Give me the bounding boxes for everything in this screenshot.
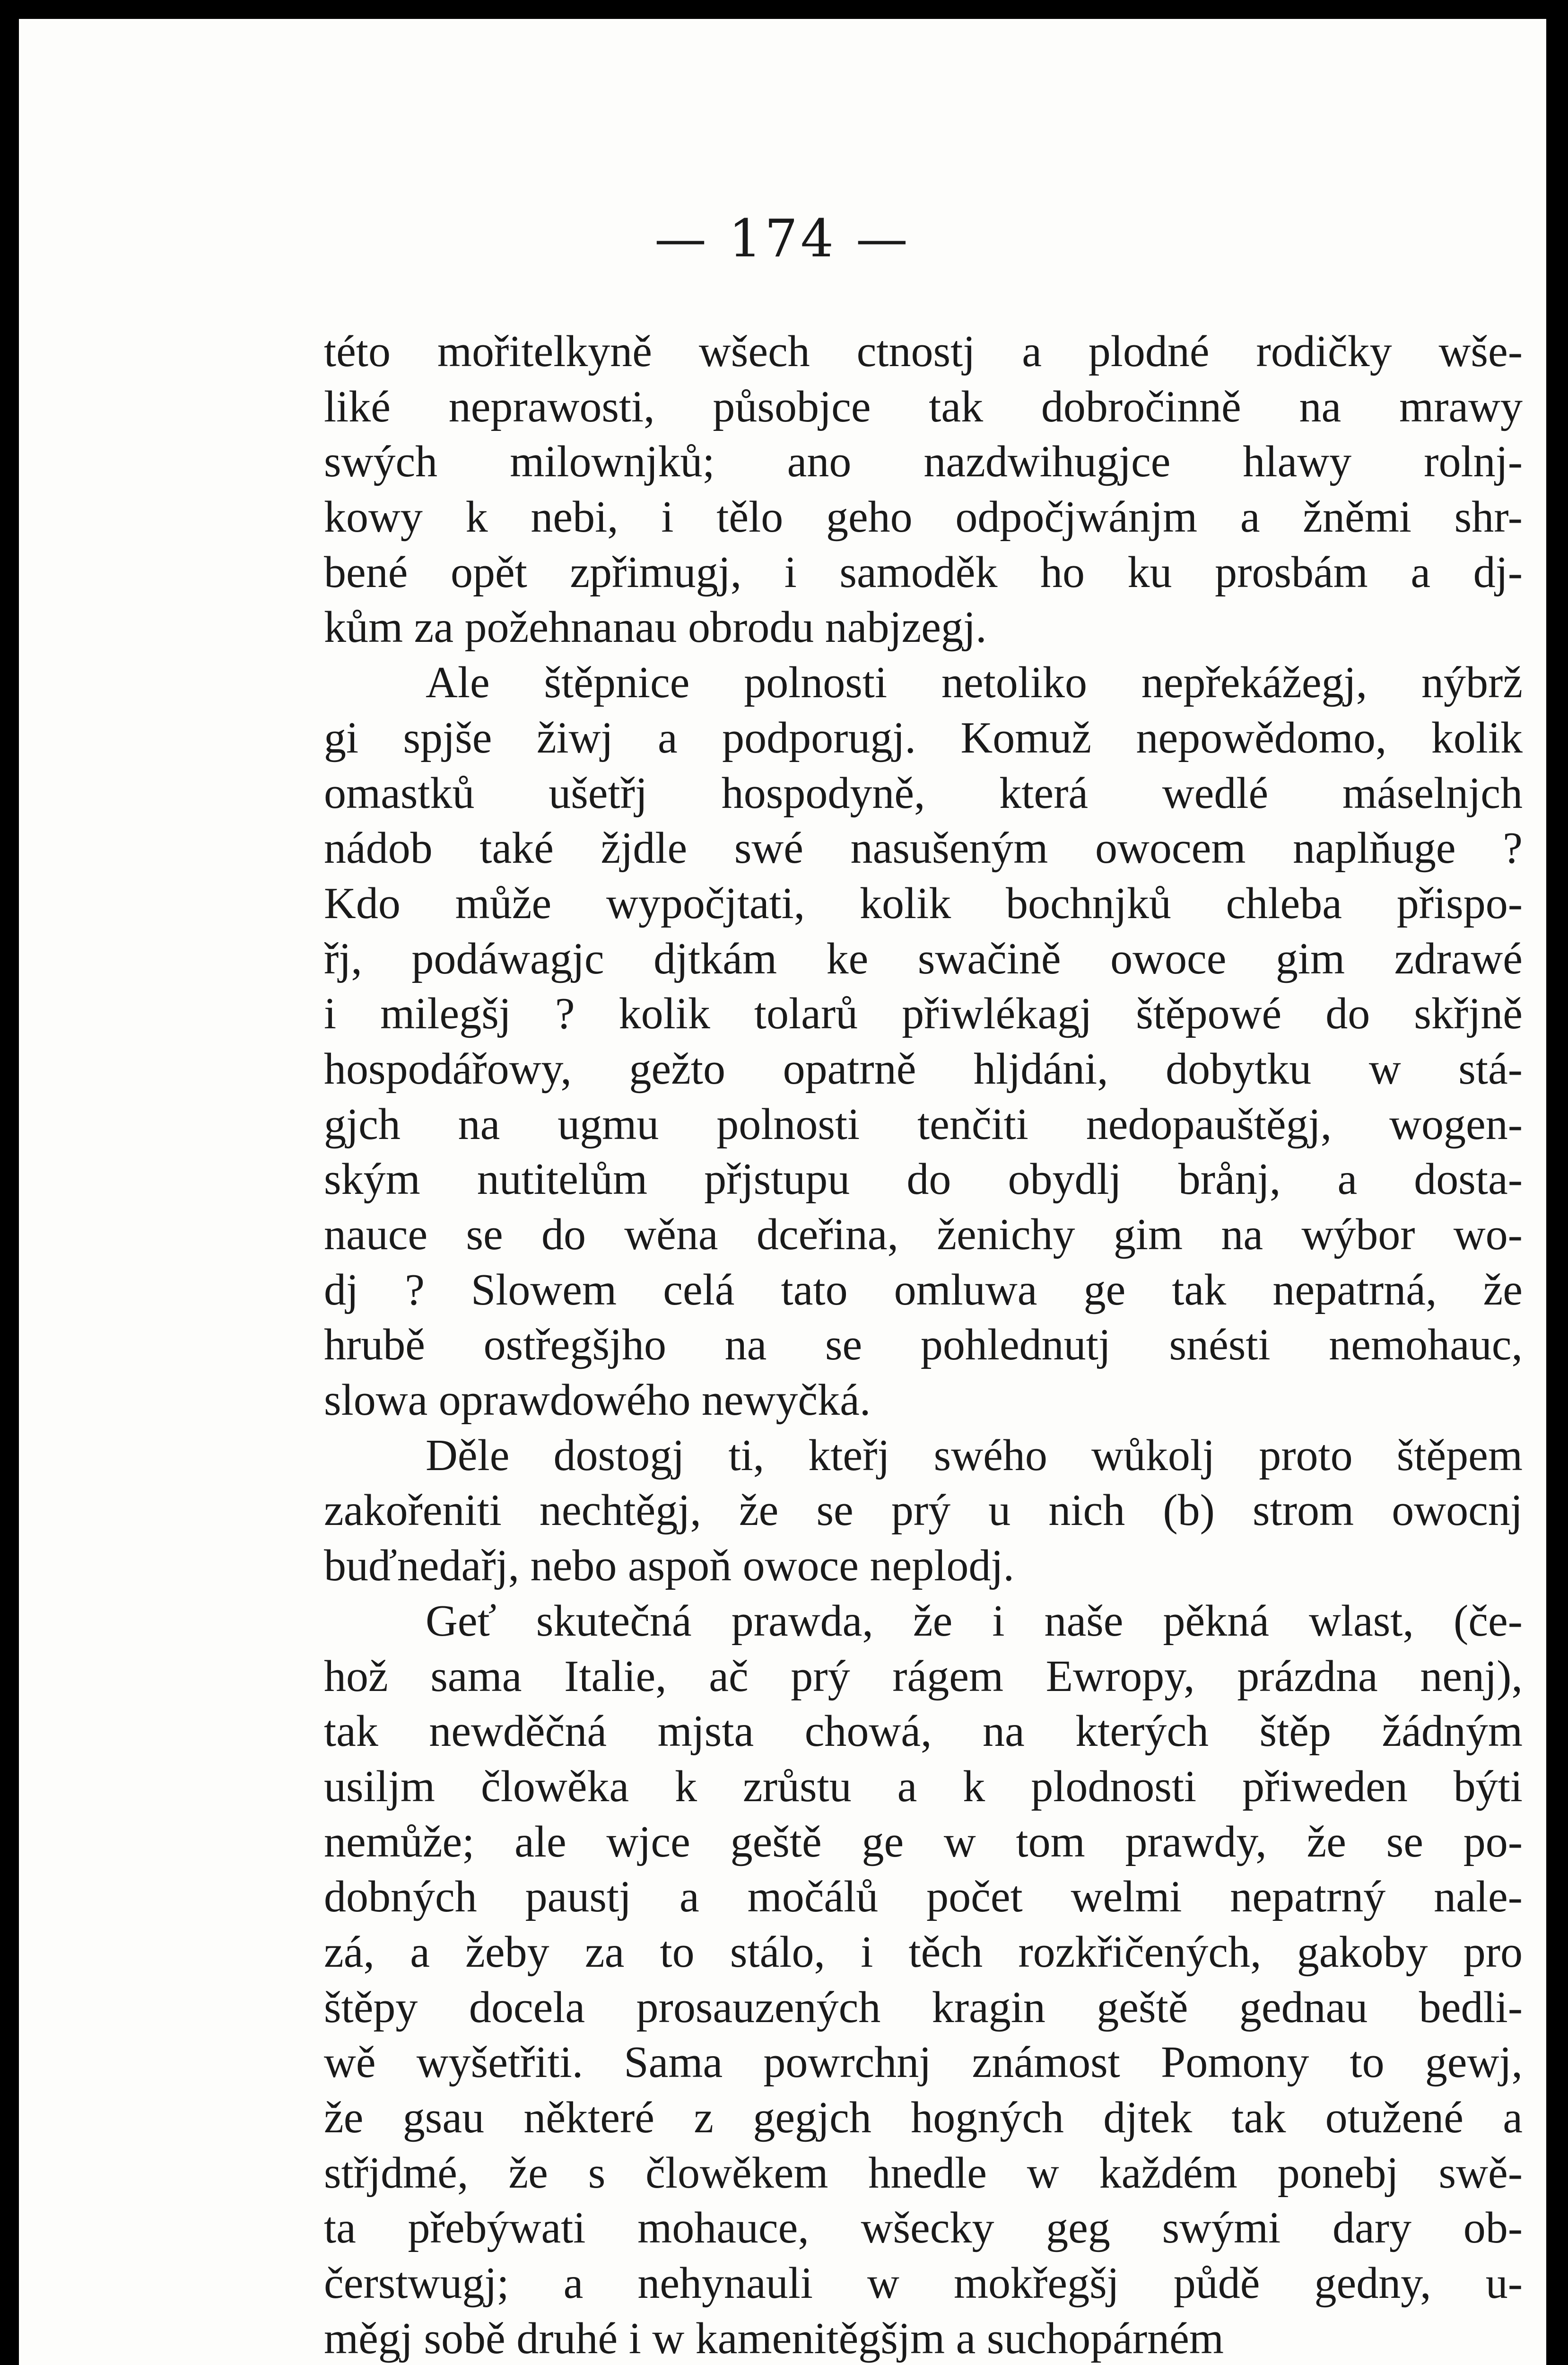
text-line: dobných paustj a močálů počet welmi nepatrný nale- <box>324 1872 1523 1922</box>
text-line: zá, a žeby za to stálo, i těch rozkřičených, gakoby pro <box>324 1927 1523 1977</box>
text-line: ským nutitelům přjstupu do obydlj brånj, a dosta- <box>324 1155 1523 1204</box>
text-line: řj, podáwagjc djtkám ke swačině owoce gim zdrawé <box>324 934 1523 983</box>
text-line: Kdo může wypočjtati, kolik bochnjků chleba přispo- <box>324 878 1523 928</box>
text-line: nemůže; ale wjce geště ge w tom prawdy, že se po- <box>324 1817 1523 1866</box>
body-text <box>324 324 1523 2365</box>
text-line: bené opět zpřimugj, i samoděk ho ku prosbám a dj- <box>324 547 1523 597</box>
paragraph <box>324 1428 1523 1594</box>
text-line: dj ? Slowem celá tato omluwa ge tak nepatrná, že <box>324 1265 1523 1314</box>
text-line: liké neprawosti, působjce tak dobročinně na mrawy <box>324 382 1523 431</box>
text-line: štěpy docela prosauzených kragin geště gednau bedli- <box>324 1982 1523 2032</box>
text-line: měgj sobě druhé i w kamenitěgšjm a suchopárném <box>324 2313 1224 2363</box>
text-line: i milegšj ? kolik tolarů přiwlékagj štěpowé do skřjně <box>324 989 1523 1039</box>
text-line: nádob také žjdle swé nasušeným owocem naplňuge ? <box>324 823 1523 873</box>
text-line: usiljm člowěka k zrůstu a k plodnosti přiweden býti <box>324 1761 1523 1811</box>
text-line: swých milownjků; ano nazdwihugjce hlawy rolnj- <box>324 437 1523 487</box>
text-line: hož sama Italie, ač prý rágem Ewropy, prázdna nenj), <box>324 1651 1523 1701</box>
text-line: čerstwugj; a nehynauli w mokřegšj půdě gedny, u- <box>324 2259 1523 2308</box>
text-line: Geť skutečná prawda, že i naše pěkná wlast, (če- <box>426 1596 1523 1646</box>
text-line: wě wyšetřiti. Sama powrchnj známost Pomony to gewj, <box>324 2038 1523 2087</box>
text-line: tak newděčná mjsta chowá, na kterých štěp žádným <box>324 1707 1523 1756</box>
paragraph <box>324 1594 1523 2365</box>
text-line: střjdmé, že s člowěkem hnedle w každém ponebj swě- <box>324 2148 1523 2198</box>
page-number: — 174 — <box>654 208 911 269</box>
text-line: Děle dostogj ti, kteřj swého wůkolj proto štěpem <box>426 1430 1523 1480</box>
paragraph <box>324 655 1523 1428</box>
text-line: slowa oprawdowého newyčká. <box>324 1375 871 1425</box>
text-line: kowy k nebi, i tělo geho odpočjwánjm a žněmi shr- <box>324 492 1523 542</box>
text-line: nauce se do wěna dceřina, ženichy gim na wýbor wo- <box>324 1210 1523 1259</box>
text-line: hospodářowy, gežto opatrně hljdáni, dobytku w stá- <box>324 1044 1523 1094</box>
text-line: gi spjše žiwj a podporugj. Komuž nepowědomo, kolik <box>324 713 1523 762</box>
text-line: že gsau některé z gegjch hogných djtek tak otužené a <box>324 2093 1523 2142</box>
text-line: této mořitelkyně wšech ctnostj a plodné rodičky wše- <box>324 327 1523 376</box>
book-page <box>19 19 1546 2365</box>
text-line: hrubě ostřegšjho na se pohlednutj snésti nemohauc, <box>324 1320 1523 1370</box>
text-line: ta přebýwati mohauce, wšecky geg swými dary ob- <box>324 2203 1523 2253</box>
text-line: buďnedařj, nebo aspoň owoce neplodj. <box>324 1541 1014 1591</box>
text-line: kům za požehnanau obrodu nabjzegj. <box>324 603 987 652</box>
text-line: Ale štěpnice polnosti netoliko nepřekážegj, nýbrž <box>426 658 1523 708</box>
text-line: omastků ušetřj hospodyně, která wedlé máselnjch <box>324 768 1523 818</box>
paragraph <box>324 324 1523 655</box>
text-line: zakořeniti nechtěgj, že se prý u nich (b) strom owocnj <box>324 1486 1523 1535</box>
text-line: gjch na ugmu polnosti tenčiti nedopauštěgj, wogen- <box>324 1099 1523 1149</box>
